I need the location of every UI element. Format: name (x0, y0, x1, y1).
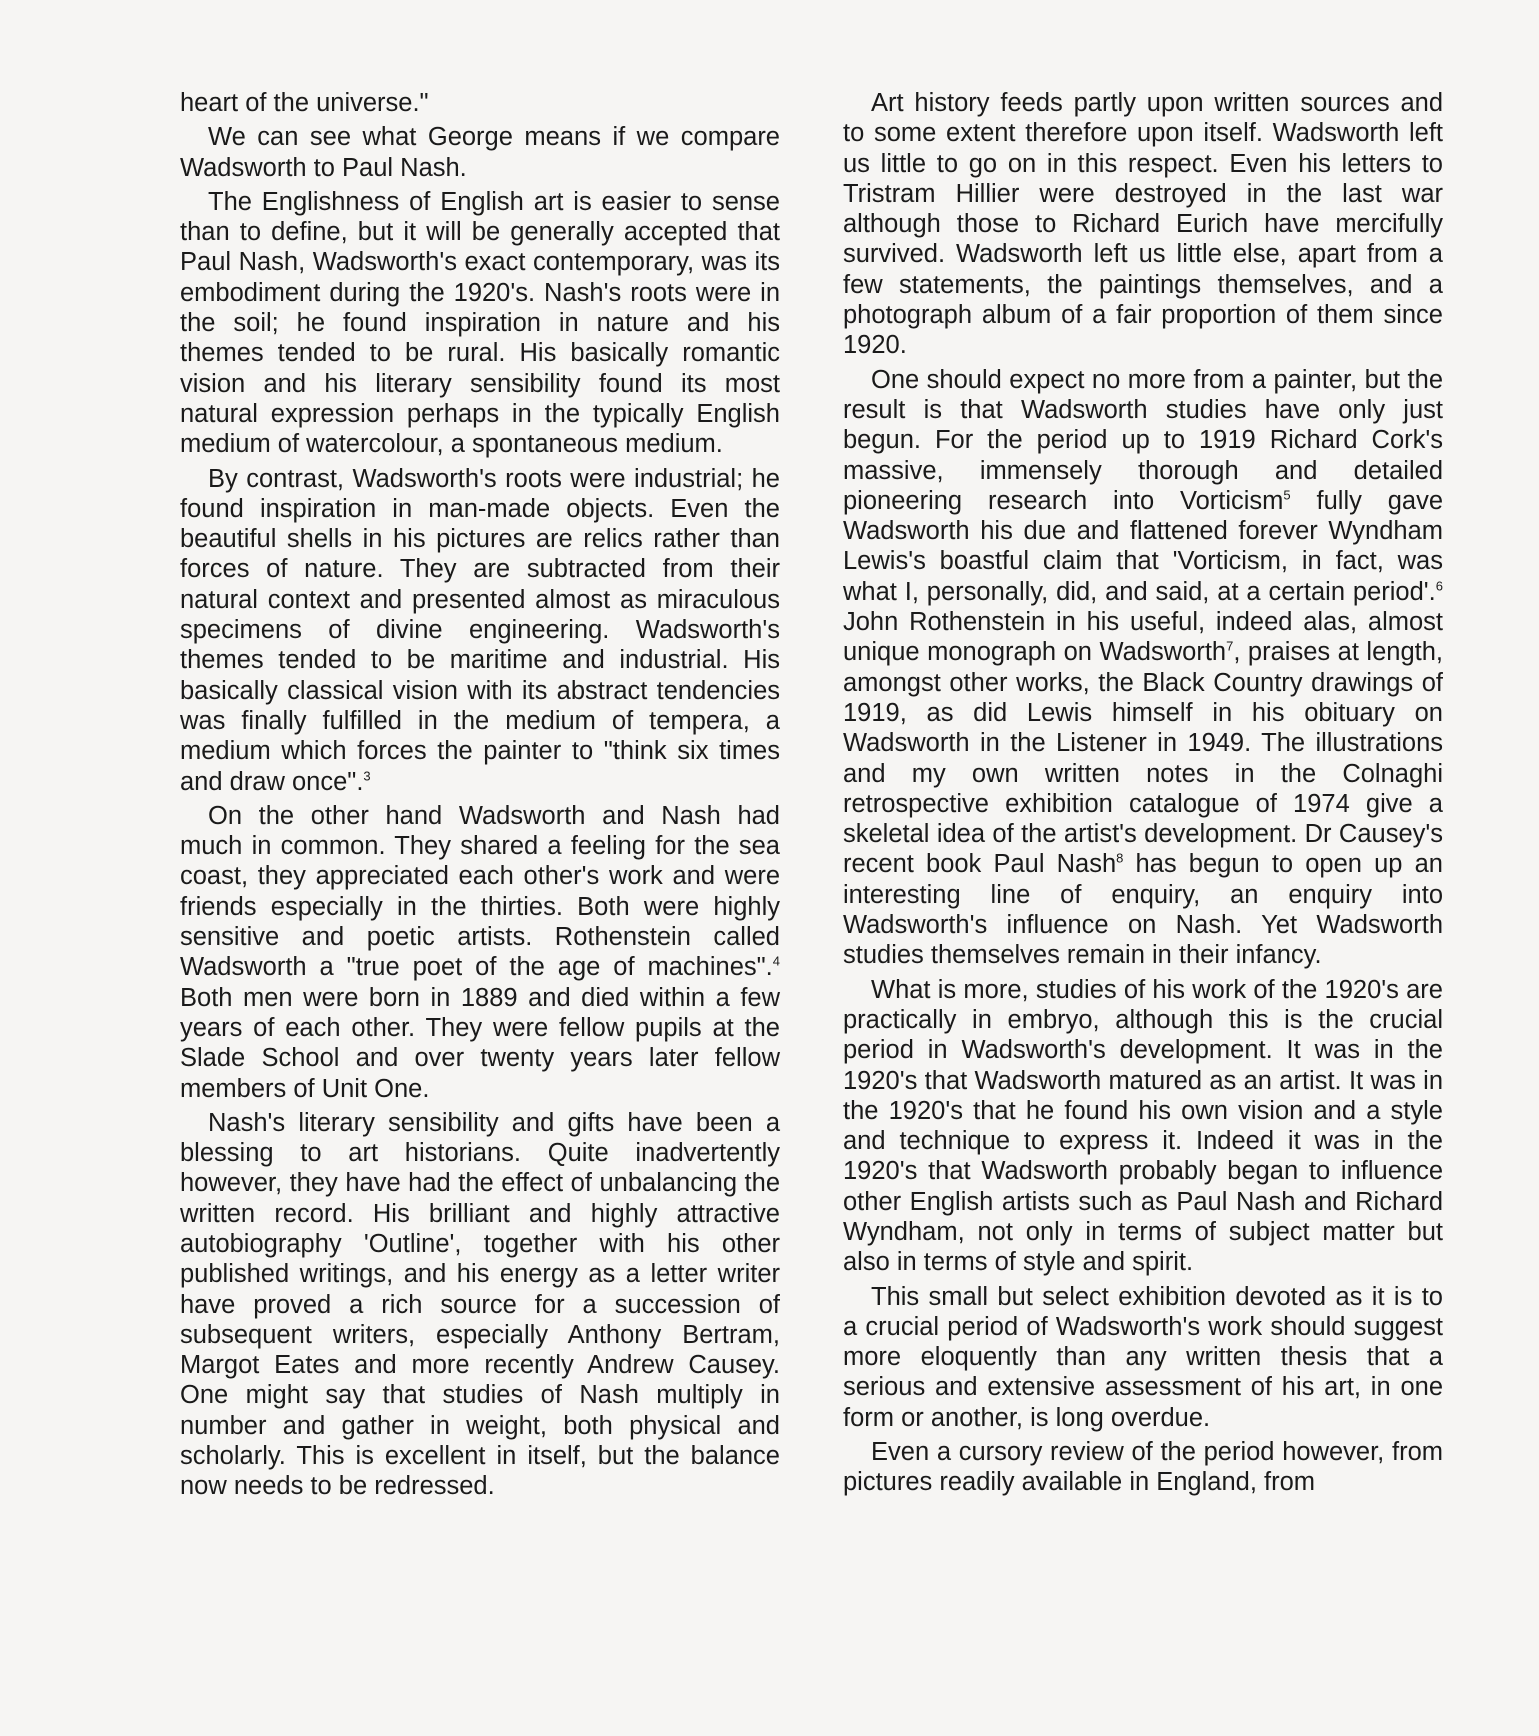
footnote-marker-5: 5 (1283, 487, 1291, 503)
paragraph-studies-begun-text-c: John Rothenstein in his useful, indeed alas, almost unique monograph on Wadsworth (843, 608, 1443, 667)
paragraph-studies-begun (843, 365, 1443, 971)
footnote-marker-8: 8 (1116, 850, 1124, 866)
paragraph-in-common-text-a: On the other hand Wadsworth and Nash had much in common. They shared a feeling for the sea coast, they appreciated each other's work and were friends especially in the thirties. Both were highly sensitive and poetic artists. Rothenstein called Wadsworth a "true poet of the age of machines". (180, 801, 780, 982)
paragraph-compare-nash: We can see what George means if we compare Wadsworth to Paul Nash. (180, 123, 780, 182)
footnote-marker-3: 3 (363, 768, 371, 784)
left-text-column (180, 88, 780, 1506)
paragraph-studies-begun-text-b: fully gave Wadsworth his due and flattened forever Wyndham Lewis's boastful claim that 'Vorticism, in fact, was what I, personally, did, and said, at a certain period'. (843, 486, 1444, 606)
paragraph-art-history: Art history feeds partly upon written sources and to some extent therefore upon itself. Wadsworth left us little to go on in this respect. Even his letters to Tristram Hillier were destroyed in the last war although those to Richard Eurich have mercifully survived. Wadsworth left us little else, apart from a few statements, the paintings themselves, and a photograph album of a fair proportion of them since 1920. (843, 89, 1443, 360)
paragraph-in-common (180, 801, 780, 1104)
paragraph-studies-begun-text-e: has begun to open up an interesting line of enquiry, an enquiry into Wadsworth's influence on Nash. Yet Wadsworth studies themselves remain in their infancy. (843, 850, 1443, 970)
paragraph-studies-begun-text-d: , praises at length, amongst other works, the Black Country drawings of 1919, as did Lewis himself in his obituary on Wadsworth in the Listener in 1949. The illustrations and my own written notes in the Colnaghi retrospective exhibition catalogue of 1974 give a skeletal idea of the artist's development. Dr Causey's recent book Paul Nash (843, 638, 1443, 879)
footnote-marker-6: 6 (1435, 578, 1443, 594)
paragraph-englishness: The Englishness of English art is easier to sense than to define, but it will be generally accepted that Paul Nash, Wadsworth's exact contemporary, was its embodiment during the 1920's. Nash's roots were in the soil; he found inspiration in nature and his themes tended to be rural. His basically romantic vision and his literary sensibility found its most natural expression perhaps in the typically English medium of watercolour, a spontaneous medium. (180, 187, 780, 459)
paragraph-small-exhibition: This small but select exhibition devoted as it is to a crucial period of Wadsworth's work should suggest more eloquently than any written thesis that a serious and extensive assessment of his art, in one form or another, is long overdue. (843, 1282, 1443, 1432)
footnote-marker-7: 7 (1226, 638, 1234, 654)
paragraph-by-contrast (180, 464, 780, 797)
right-text-column (843, 88, 1443, 1502)
footnote-marker-4: 4 (772, 953, 780, 969)
paragraph-literary-sensibility: Nash's literary sensibility and gifts have been a blessing to art historians. Quite inadvertently however, they have had the effect of unbalancing the written record. His brilliant and highly attractive autobiography 'Outline', together with his other published writings, and his energy as a letter writer have proved a rich source for a succession of subsequent writers, especially Anthony Bertram, Margot Eates and more recently Andrew Causey. One might say that studies of Nash multiply in number and gather in weight, both physical and scholarly. This is excellent in itself, but the balance now needs to be redressed. (180, 1108, 780, 1501)
paragraph-in-common-text-b: Both men were born in 1889 and died within a few years of each other. They were fellow pupils at the Slade School and over twenty years later fellow members of Unit One. (180, 983, 780, 1103)
paragraph-1920s-embryo: What is more, studies of his work of the 1920's are practically in embryo, although this is the crucial period in Wadsworth's development. It was in the 1920's that Wadsworth matured as an artist. It was in the 1920's that he found his own vision and a style and technique to express it. Indeed it was in the 1920's that Wadsworth probably began to influence other English artists such as Paul Nash and Richard Wyndham, not only in terms of subject matter but also in terms of style and spirit. (843, 975, 1443, 1277)
paragraph-cursory-review: Even a cursory review of the period however, from pictures readily available in England, from (843, 1438, 1443, 1497)
paragraph-studies-begun-text-a: One should expect no more from a painter, but the result is that Wadsworth studies have only just begun. For the period up to 1919 Richard Cork's massive, immensely thorough and detailed pioneering research into Vorticism (843, 365, 1443, 515)
paragraph-continuation: heart of the universe." (180, 89, 429, 117)
paragraph-by-contrast-text: By contrast, Wadsworth's roots were industrial; he found inspiration in man-made objects. Even the beautiful shells in his pictures are relics rather than forces of nature. They are subtracted from their natural context and presented almost as miraculous specimens of divine engineering. Wadsworth's themes tended to be maritime and industrial. His basically classical vision with its abstract tendencies was finally fulfilled in the medium of tempera, a medium which forces the painter to "think six times and draw once". (180, 464, 780, 796)
